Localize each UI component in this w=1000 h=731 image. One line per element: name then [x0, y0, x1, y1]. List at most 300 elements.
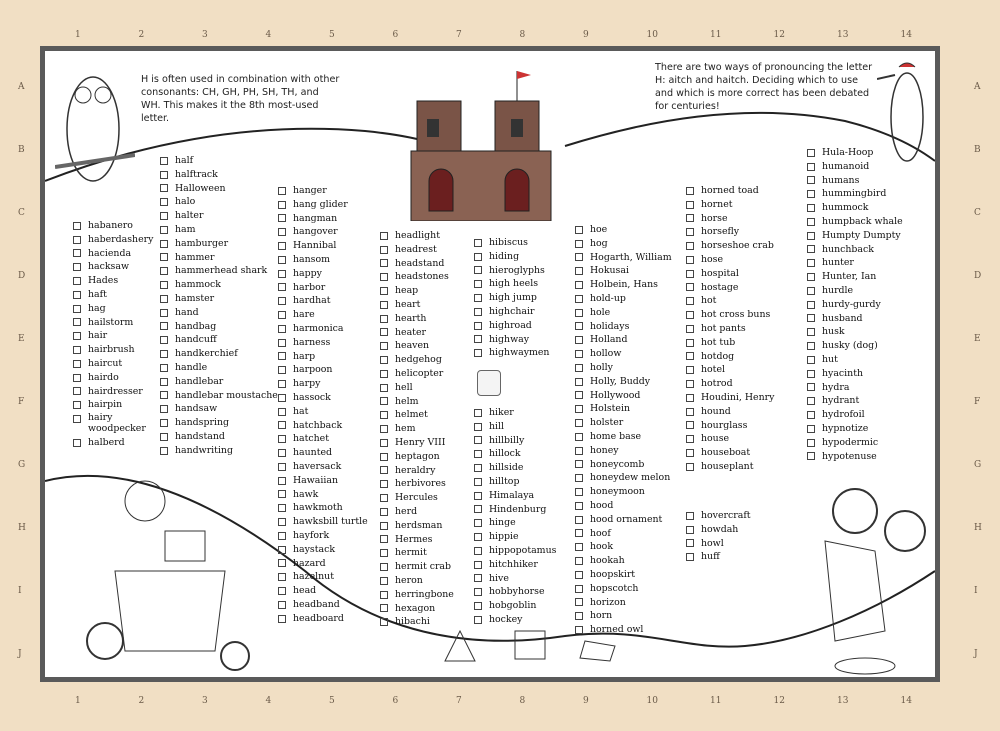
word-item[interactable]: [575, 361, 672, 375]
word-checkbox[interactable]: [474, 478, 482, 486]
word-item[interactable]: [73, 233, 158, 247]
word-item[interactable]: [474, 503, 556, 517]
word-item[interactable]: [474, 516, 556, 530]
word-checkbox[interactable]: [160, 157, 168, 165]
word-item[interactable]: [575, 623, 672, 637]
word-item[interactable]: [73, 371, 158, 385]
word-item[interactable]: [380, 229, 454, 243]
word-item[interactable]: [278, 474, 368, 488]
word-item[interactable]: [686, 336, 774, 350]
word-item[interactable]: [380, 560, 454, 574]
word-item[interactable]: [686, 419, 774, 433]
word-item[interactable]: [686, 405, 774, 419]
word-item[interactable]: [686, 363, 774, 377]
word-checkbox[interactable]: [686, 325, 694, 333]
word-item[interactable]: [160, 347, 278, 361]
word-item[interactable]: [278, 253, 368, 267]
word-item[interactable]: [474, 461, 556, 475]
word-checkbox[interactable]: [278, 311, 286, 319]
word-checkbox[interactable]: [380, 604, 388, 612]
word-item[interactable]: [380, 381, 454, 395]
word-item[interactable]: [807, 312, 903, 326]
word-item[interactable]: [807, 298, 903, 312]
word-item[interactable]: [807, 325, 903, 339]
word-item[interactable]: [380, 477, 454, 491]
word-item[interactable]: [278, 598, 368, 612]
word-item[interactable]: [474, 333, 549, 347]
word-checkbox[interactable]: [474, 280, 482, 288]
word-checkbox[interactable]: [380, 549, 388, 557]
word-item[interactable]: [380, 353, 454, 367]
word-item[interactable]: [474, 277, 549, 291]
word-checkbox[interactable]: [686, 366, 694, 374]
word-item[interactable]: [73, 436, 158, 450]
word-checkbox[interactable]: [380, 397, 388, 405]
word-item[interactable]: [474, 236, 549, 250]
word-item[interactable]: [575, 306, 672, 320]
word-checkbox[interactable]: [575, 253, 583, 261]
word-checkbox[interactable]: [474, 239, 482, 247]
word-item[interactable]: [474, 250, 549, 264]
word-checkbox[interactable]: [278, 297, 286, 305]
word-item[interactable]: [686, 225, 774, 239]
word-item[interactable]: [278, 350, 368, 364]
word-item[interactable]: [807, 436, 903, 450]
word-checkbox[interactable]: [686, 421, 694, 429]
word-item[interactable]: [686, 509, 751, 523]
word-item[interactable]: [575, 375, 672, 389]
word-checkbox[interactable]: [575, 364, 583, 372]
word-checkbox[interactable]: [575, 543, 583, 551]
word-checkbox[interactable]: [73, 415, 81, 423]
word-item[interactable]: [278, 557, 368, 571]
word-item[interactable]: [686, 184, 774, 198]
word-checkbox[interactable]: [474, 253, 482, 261]
word-item[interactable]: [575, 389, 672, 403]
word-item[interactable]: [278, 432, 368, 446]
word-checkbox[interactable]: [380, 563, 388, 571]
word-item[interactable]: [575, 568, 672, 582]
word-checkbox[interactable]: [807, 314, 815, 322]
word-checkbox[interactable]: [278, 532, 286, 540]
word-checkbox[interactable]: [686, 256, 694, 264]
word-item[interactable]: [686, 537, 751, 551]
word-item[interactable]: [686, 350, 774, 364]
word-checkbox[interactable]: [686, 553, 694, 561]
word-checkbox[interactable]: [686, 449, 694, 457]
word-checkbox[interactable]: [575, 460, 583, 468]
word-item[interactable]: [807, 394, 903, 408]
word-item[interactable]: [575, 416, 672, 430]
word-item[interactable]: [160, 264, 278, 278]
word-item[interactable]: [380, 284, 454, 298]
word-checkbox[interactable]: [474, 335, 482, 343]
word-item[interactable]: [278, 212, 368, 226]
word-item[interactable]: [807, 256, 903, 270]
word-item[interactable]: [575, 609, 672, 623]
word-item[interactable]: [380, 270, 454, 284]
word-checkbox[interactable]: [278, 256, 286, 264]
word-item[interactable]: [807, 215, 903, 229]
word-item[interactable]: [278, 419, 368, 433]
word-item[interactable]: [474, 544, 556, 558]
word-checkbox[interactable]: [575, 433, 583, 441]
word-checkbox[interactable]: [686, 242, 694, 250]
word-checkbox[interactable]: [380, 342, 388, 350]
word-checkbox[interactable]: [160, 336, 168, 344]
word-checkbox[interactable]: [380, 411, 388, 419]
word-checkbox[interactable]: [278, 490, 286, 498]
word-item[interactable]: [380, 257, 454, 271]
word-checkbox[interactable]: [380, 356, 388, 364]
word-item[interactable]: [807, 353, 903, 367]
word-item[interactable]: [575, 278, 672, 292]
word-checkbox[interactable]: [807, 218, 815, 226]
word-item[interactable]: [474, 572, 556, 586]
word-item[interactable]: [278, 488, 368, 502]
word-checkbox[interactable]: [474, 308, 482, 316]
word-checkbox[interactable]: [380, 535, 388, 543]
word-item[interactable]: [575, 347, 672, 361]
word-checkbox[interactable]: [278, 283, 286, 291]
word-checkbox[interactable]: [160, 309, 168, 317]
word-checkbox[interactable]: [474, 450, 482, 458]
word-item[interactable]: [160, 168, 278, 182]
word-item[interactable]: [380, 450, 454, 464]
word-item[interactable]: [73, 385, 158, 399]
word-item[interactable]: [575, 540, 672, 554]
word-item[interactable]: [278, 322, 368, 336]
word-checkbox[interactable]: [474, 492, 482, 500]
word-checkbox[interactable]: [575, 419, 583, 427]
word-checkbox[interactable]: [160, 171, 168, 179]
word-item[interactable]: [686, 391, 774, 405]
word-checkbox[interactable]: [278, 201, 286, 209]
word-checkbox[interactable]: [160, 253, 168, 261]
word-item[interactable]: [575, 237, 672, 251]
word-checkbox[interactable]: [474, 349, 482, 357]
word-item[interactable]: [278, 391, 368, 405]
word-checkbox[interactable]: [73, 401, 81, 409]
word-checkbox[interactable]: [575, 295, 583, 303]
word-item[interactable]: [160, 237, 278, 251]
word-item[interactable]: [575, 444, 672, 458]
word-item[interactable]: [807, 422, 903, 436]
word-item[interactable]: [474, 613, 556, 627]
word-item[interactable]: [380, 602, 454, 616]
word-checkbox[interactable]: [380, 425, 388, 433]
word-checkbox[interactable]: [686, 394, 694, 402]
word-item[interactable]: [160, 333, 278, 347]
word-item[interactable]: [686, 294, 774, 308]
word-checkbox[interactable]: [686, 187, 694, 195]
word-checkbox[interactable]: [807, 273, 815, 281]
word-checkbox[interactable]: [474, 505, 482, 513]
word-item[interactable]: [575, 582, 672, 596]
word-item[interactable]: [575, 264, 672, 278]
word-checkbox[interactable]: [278, 518, 286, 526]
word-item[interactable]: [278, 446, 368, 460]
word-item[interactable]: [380, 422, 454, 436]
word-item[interactable]: [474, 305, 549, 319]
word-checkbox[interactable]: [278, 325, 286, 333]
word-item[interactable]: [278, 543, 368, 557]
word-checkbox[interactable]: [474, 519, 482, 527]
word-item[interactable]: [73, 288, 158, 302]
word-checkbox[interactable]: [474, 423, 482, 431]
word-checkbox[interactable]: [73, 236, 81, 244]
word-item[interactable]: [278, 377, 368, 391]
word-checkbox[interactable]: [575, 267, 583, 275]
word-checkbox[interactable]: [807, 397, 815, 405]
word-checkbox[interactable]: [686, 539, 694, 547]
word-item[interactable]: [686, 432, 774, 446]
word-item[interactable]: [380, 533, 454, 547]
word-checkbox[interactable]: [807, 301, 815, 309]
word-checkbox[interactable]: [278, 352, 286, 360]
word-checkbox[interactable]: [807, 232, 815, 240]
word-checkbox[interactable]: [380, 273, 388, 281]
word-item[interactable]: [160, 389, 278, 403]
word-item[interactable]: [474, 585, 556, 599]
word-checkbox[interactable]: [807, 411, 815, 419]
word-item[interactable]: [686, 550, 751, 564]
word-checkbox[interactable]: [278, 394, 286, 402]
word-item[interactable]: [278, 294, 368, 308]
word-checkbox[interactable]: [160, 240, 168, 248]
word-checkbox[interactable]: [380, 370, 388, 378]
word-item[interactable]: [575, 333, 672, 347]
word-checkbox[interactable]: [474, 464, 482, 472]
word-item[interactable]: [380, 546, 454, 560]
word-checkbox[interactable]: [278, 559, 286, 567]
word-checkbox[interactable]: [575, 405, 583, 413]
word-item[interactable]: [474, 319, 549, 333]
word-checkbox[interactable]: [278, 242, 286, 250]
word-item[interactable]: [474, 558, 556, 572]
word-checkbox[interactable]: [380, 246, 388, 254]
word-checkbox[interactable]: [73, 277, 81, 285]
word-checkbox[interactable]: [807, 149, 815, 157]
word-checkbox[interactable]: [160, 267, 168, 275]
word-item[interactable]: [474, 264, 549, 278]
word-checkbox[interactable]: [686, 339, 694, 347]
word-item[interactable]: [807, 229, 903, 243]
word-item[interactable]: [160, 154, 278, 168]
word-item[interactable]: [807, 243, 903, 257]
word-checkbox[interactable]: [686, 214, 694, 222]
word-item[interactable]: [73, 260, 158, 274]
word-checkbox[interactable]: [380, 522, 388, 530]
word-checkbox[interactable]: [575, 226, 583, 234]
word-item[interactable]: [73, 357, 158, 371]
word-checkbox[interactable]: [686, 463, 694, 471]
word-checkbox[interactable]: [474, 266, 482, 274]
word-checkbox[interactable]: [380, 232, 388, 240]
word-item[interactable]: [575, 251, 672, 265]
word-item[interactable]: [686, 460, 774, 474]
word-item[interactable]: [686, 253, 774, 267]
word-item[interactable]: [807, 146, 903, 160]
word-checkbox[interactable]: [278, 366, 286, 374]
word-checkbox[interactable]: [160, 184, 168, 192]
word-item[interactable]: [686, 523, 751, 537]
word-checkbox[interactable]: [380, 591, 388, 599]
word-checkbox[interactable]: [575, 474, 583, 482]
word-item[interactable]: [380, 519, 454, 533]
word-checkbox[interactable]: [575, 488, 583, 496]
word-checkbox[interactable]: [278, 449, 286, 457]
word-item[interactable]: [807, 339, 903, 353]
word-item[interactable]: [278, 198, 368, 212]
word-item[interactable]: [380, 464, 454, 478]
word-item[interactable]: [380, 243, 454, 257]
word-item[interactable]: [278, 336, 368, 350]
word-item[interactable]: [278, 281, 368, 295]
word-checkbox[interactable]: [380, 315, 388, 323]
word-item[interactable]: [278, 612, 368, 626]
word-item[interactable]: [278, 515, 368, 529]
word-item[interactable]: [380, 574, 454, 588]
word-item[interactable]: [807, 284, 903, 298]
word-item[interactable]: [807, 160, 903, 174]
word-item[interactable]: [73, 274, 158, 288]
word-item[interactable]: [686, 322, 774, 336]
word-checkbox[interactable]: [807, 370, 815, 378]
word-checkbox[interactable]: [278, 228, 286, 236]
word-checkbox[interactable]: [474, 547, 482, 555]
word-item[interactable]: [278, 501, 368, 515]
word-checkbox[interactable]: [686, 352, 694, 360]
word-checkbox[interactable]: [160, 212, 168, 220]
word-item[interactable]: [474, 599, 556, 613]
word-item[interactable]: [474, 489, 556, 503]
word-item[interactable]: [278, 267, 368, 281]
word-item[interactable]: [73, 343, 158, 357]
word-checkbox[interactable]: [278, 573, 286, 581]
word-checkbox[interactable]: [807, 163, 815, 171]
word-checkbox[interactable]: [160, 226, 168, 234]
word-checkbox[interactable]: [73, 291, 81, 299]
word-checkbox[interactable]: [278, 270, 286, 278]
word-item[interactable]: [686, 239, 774, 253]
word-item[interactable]: [686, 198, 774, 212]
word-checkbox[interactable]: [380, 301, 388, 309]
word-checkbox[interactable]: [575, 378, 583, 386]
word-checkbox[interactable]: [160, 405, 168, 413]
word-item[interactable]: [160, 416, 278, 430]
word-item[interactable]: [380, 395, 454, 409]
word-checkbox[interactable]: [686, 526, 694, 534]
word-item[interactable]: [278, 584, 368, 598]
word-checkbox[interactable]: [686, 283, 694, 291]
word-item[interactable]: [807, 187, 903, 201]
word-item[interactable]: [807, 270, 903, 284]
word-item[interactable]: [160, 195, 278, 209]
word-item[interactable]: [807, 450, 903, 464]
word-item[interactable]: [380, 298, 454, 312]
word-checkbox[interactable]: [278, 421, 286, 429]
word-checkbox[interactable]: [686, 297, 694, 305]
word-checkbox[interactable]: [160, 433, 168, 441]
word-item[interactable]: [160, 306, 278, 320]
word-item[interactable]: [575, 320, 672, 334]
word-item[interactable]: [160, 292, 278, 306]
word-checkbox[interactable]: [807, 383, 815, 391]
word-checkbox[interactable]: [73, 346, 81, 354]
word-item[interactable]: [73, 398, 158, 412]
word-item[interactable]: [474, 475, 556, 489]
word-checkbox[interactable]: [380, 480, 388, 488]
word-checkbox[interactable]: [575, 529, 583, 537]
word-checkbox[interactable]: [380, 466, 388, 474]
word-item[interactable]: [278, 239, 368, 253]
word-item[interactable]: [686, 308, 774, 322]
word-item[interactable]: [160, 251, 278, 265]
word-checkbox[interactable]: [807, 356, 815, 364]
word-checkbox[interactable]: [278, 615, 286, 623]
word-checkbox[interactable]: [575, 336, 583, 344]
word-item[interactable]: [807, 201, 903, 215]
word-checkbox[interactable]: [73, 360, 81, 368]
word-item[interactable]: [160, 402, 278, 416]
word-item[interactable]: [686, 267, 774, 281]
word-item[interactable]: [278, 570, 368, 584]
word-checkbox[interactable]: [73, 374, 81, 382]
word-checkbox[interactable]: [686, 380, 694, 388]
word-item[interactable]: [73, 412, 158, 436]
word-checkbox[interactable]: [380, 287, 388, 295]
word-checkbox[interactable]: [686, 311, 694, 319]
word-checkbox[interactable]: [278, 546, 286, 554]
word-checkbox[interactable]: [807, 245, 815, 253]
word-checkbox[interactable]: [160, 447, 168, 455]
word-checkbox[interactable]: [278, 408, 286, 416]
word-item[interactable]: [575, 292, 672, 306]
word-checkbox[interactable]: [160, 378, 168, 386]
word-item[interactable]: [380, 615, 454, 629]
word-item[interactable]: [380, 339, 454, 353]
word-checkbox[interactable]: [686, 270, 694, 278]
word-checkbox[interactable]: [380, 453, 388, 461]
word-checkbox[interactable]: [575, 391, 583, 399]
word-item[interactable]: [278, 460, 368, 474]
word-item[interactable]: [160, 444, 278, 458]
word-item[interactable]: [686, 212, 774, 226]
word-item[interactable]: [73, 219, 158, 233]
word-checkbox[interactable]: [73, 249, 81, 257]
word-checkbox[interactable]: [73, 318, 81, 326]
word-checkbox[interactable]: [474, 574, 482, 582]
word-item[interactable]: [380, 326, 454, 340]
word-item[interactable]: [160, 320, 278, 334]
word-checkbox[interactable]: [575, 309, 583, 317]
word-item[interactable]: [575, 485, 672, 499]
word-checkbox[interactable]: [73, 222, 81, 230]
word-checkbox[interactable]: [73, 263, 81, 271]
word-checkbox[interactable]: [160, 198, 168, 206]
word-item[interactable]: [575, 527, 672, 541]
word-checkbox[interactable]: [474, 533, 482, 541]
word-checkbox[interactable]: [278, 504, 286, 512]
word-item[interactable]: [474, 346, 549, 360]
word-item[interactable]: [575, 513, 672, 527]
word-checkbox[interactable]: [575, 598, 583, 606]
word-item[interactable]: [278, 308, 368, 322]
word-item[interactable]: [73, 247, 158, 261]
word-checkbox[interactable]: [807, 342, 815, 350]
word-checkbox[interactable]: [474, 616, 482, 624]
